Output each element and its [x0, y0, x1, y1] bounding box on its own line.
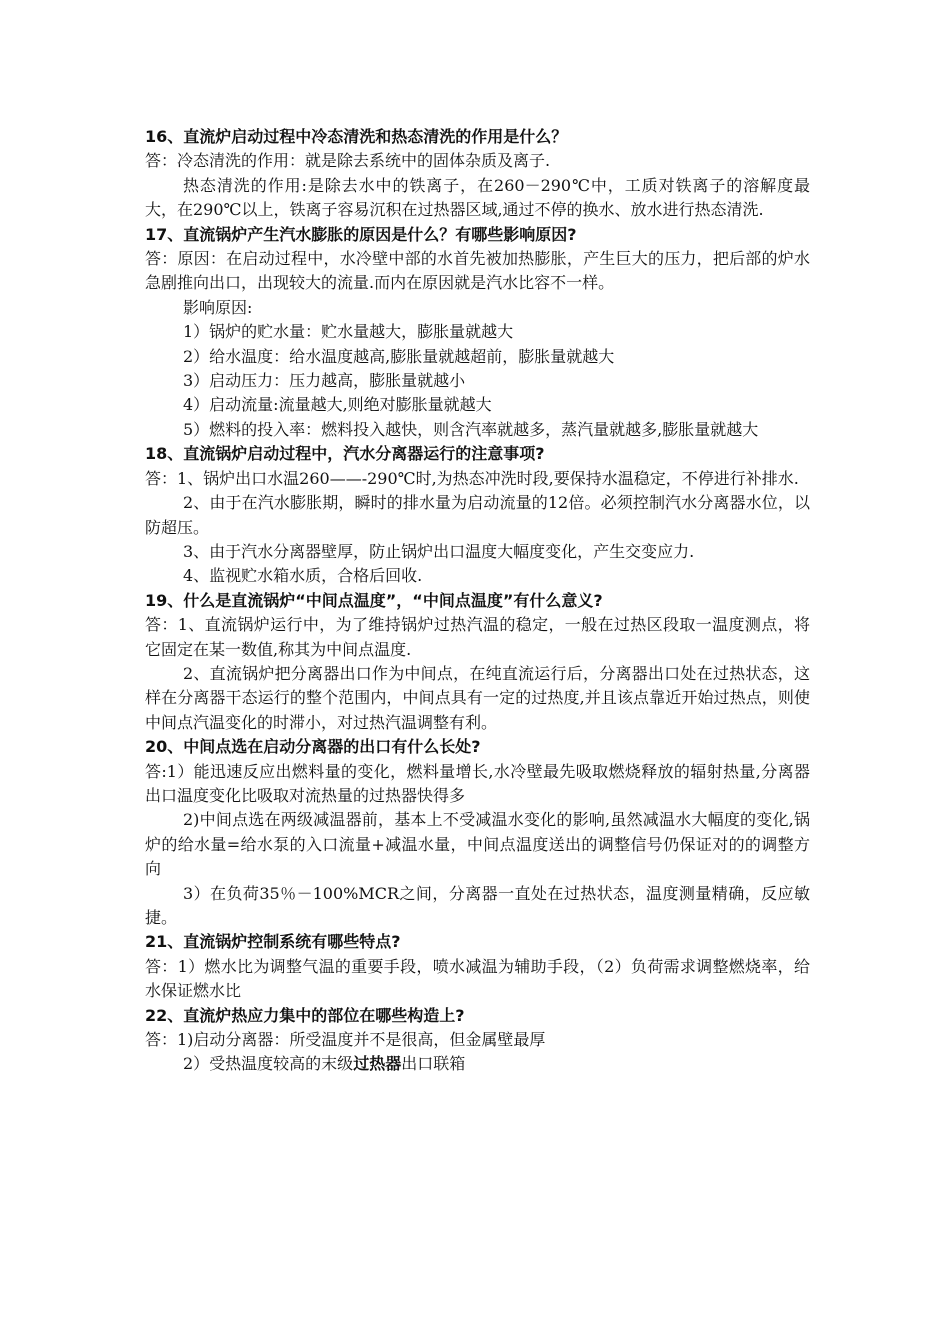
answer-17-item-2: 2）给水温度：给水温度越高,膨胀量就越超前，膨胀量就越大	[183, 346, 615, 366]
question-18-heading: 18、直流锅炉启动过程中，汽水分离器运行的注意事项?	[145, 444, 545, 464]
question-21-heading: 21、直流锅炉控制系统有哪些特点?	[145, 932, 401, 952]
answer-19-paragraph-2: 2、直流锅炉把分离器出口作为中间点，在纯直流运行后，分离器出口处在过热状态，这样在分离器干态运行的整个范围内，中间点具有一定的过热度,并且该点靠近开始过热点，则使中间点汽温变化的时滞小，对过热汽温调整有利。	[145, 663, 810, 732]
question-19-heading: 19、什么是直流锅炉“中间点温度”，“中间点温度”有什么意义?	[145, 590, 603, 610]
answer-18-paragraph-2: 2、由于在汽水膨胀期，瞬时的排水量为启动流量的12倍。必须控制汽水分离器水位，以防超压。	[145, 493, 810, 537]
answer-17-item-1: 1）锅炉的贮水量：贮水量越大，膨胀量就越大	[183, 322, 514, 342]
document-body	[145, 125, 810, 1077]
question-20-heading: 20、中间点选在启动分离器的出口有什么长处?	[145, 737, 481, 757]
answer-22-bold-term: 过热器	[353, 1054, 402, 1074]
answer-22-paragraph-2-start: 2）受热温度较高的末级	[183, 1054, 354, 1074]
answer-18-paragraph-4: 4、监视贮水箱水质，合格后回收.	[183, 566, 423, 586]
question-22-heading: 22、直流炉热应力集中的部位在哪些构造上?	[145, 1005, 465, 1025]
question-16-heading: 16、直流炉启动过程中冷态清洗和热态清洗的作用是什么？	[145, 127, 568, 146]
answer-18-paragraph-3: 3、由于汽水分离器壁厚，防止锅炉出口温度大幅度变化，产生交变应力.	[183, 541, 695, 561]
answer-19-paragraph-1: 答：1、直流锅炉运行中，为了维持锅炉过热汽温的稳定，一般在过热区段取一温度测点，将它固定在某一数值,称其为中间点温度.	[145, 615, 810, 659]
answer-20-paragraph-3: 3）在负荷35％－100%MCR之间，分离器一直处在过热状态，温度测量精确，反应敏捷。	[145, 883, 810, 927]
answer-17-paragraph-1: 答：原因：在启动过程中，水冷壁中部的水首先被加热膨胀，产生巨大的压力，把后部的炉水急剧推向出口，出现较大的流量.而内在原因就是汽水比容不一样。	[145, 249, 810, 293]
answer-17-item-5: 5）燃料的投入率：燃料投入越快，则含汽率就越多，蒸汽量就越多,膨胀量就越大	[183, 419, 759, 439]
answer-17-item-4: 4）启动流量:流量越大,则绝对膨胀量就越大	[183, 395, 492, 415]
answer-16-paragraph-1: 答：冷态清洗的作用：就是除去系统中的固体杂质及离子.	[145, 151, 551, 171]
answer-17-paragraph-2: 影响原因:	[183, 297, 253, 317]
answer-20-paragraph-1: 答:1）能迅速反应出燃料量的变化，燃料量增长,水冷壁最先吸取燃烧释放的辐射热量,分离器出口温度变化比吸取对流热量的过热器快得多	[145, 761, 810, 805]
answer-16-paragraph-2: 热态清洗的作用:是除去水中的铁离子，在260－290℃中，工质对铁离子的溶解度最大，在290℃以上，铁离子容易沉积在过热器区域,通过不停的换水、放水进行热态清洗.	[145, 175, 810, 220]
answer-22-paragraph-2	[145, 1052, 810, 1076]
answer-22-paragraph-2-end: 出口联箱	[401, 1054, 466, 1074]
question-17-heading: 17、直流锅炉产生汽水膨胀的原因是什么？有哪些影响原因?	[145, 224, 577, 244]
answer-17-item-3: 3）启动压力：压力越高，膨胀量就越小	[183, 371, 466, 391]
answer-22-paragraph-1: 答：1)启动分离器：所受温度并不是很高，但金属壁最厚	[145, 1030, 546, 1050]
answer-20-paragraph-2: 2)中间点选在两级减温器前，基本上不受减温水变化的影响,虽然减温水大幅度的变化,锅炉的给水量=给水泵的入口流量+减温水量，中间点温度送出的调整信号仍保证对的的调整方向	[145, 810, 810, 879]
answer-21-paragraph-1: 答：1）燃水比为调整气温的重要手段，喷水减温为辅助手段，（2）负荷需求调整燃烧率，给水保证燃水比	[145, 956, 810, 1001]
answer-18-paragraph-1: 答：1、锅炉出口水温260——-290℃时,为热态冲洗时段,要保持水温稳定，不停进行补排水.	[145, 468, 799, 488]
